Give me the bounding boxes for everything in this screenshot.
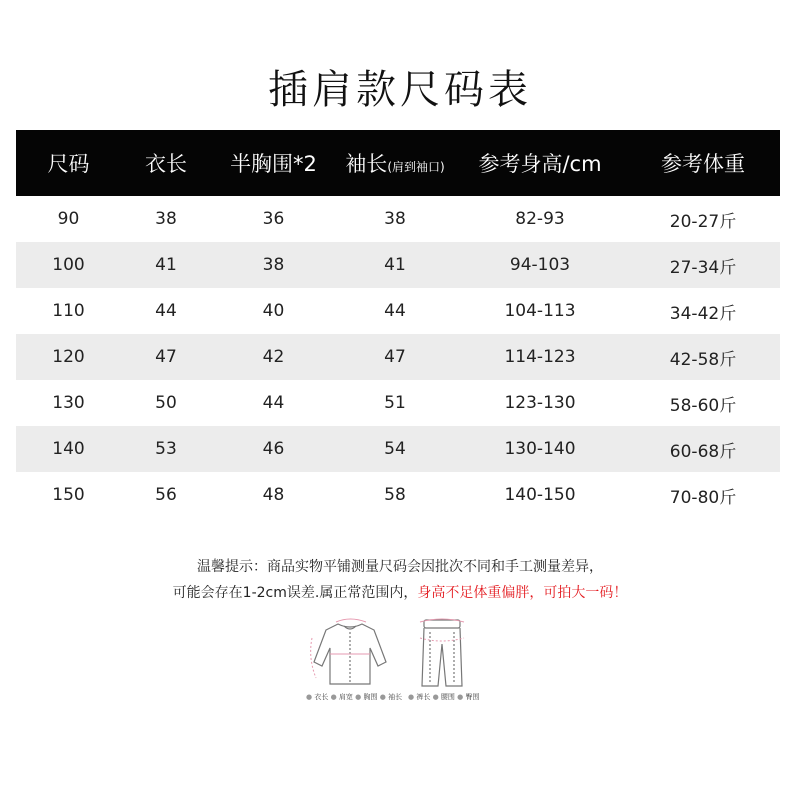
cell-height: 123-130 xyxy=(504,393,576,413)
cell-size: 100 xyxy=(52,255,85,275)
tip-line-1: 温馨提示：商品实物平铺测量尺码会因批次不同和手工测量差异， xyxy=(197,559,603,575)
page-title: 插肩款尺码表 xyxy=(268,67,532,113)
cell-weight: 58-60斤 xyxy=(669,395,737,416)
cell-chest: 42 xyxy=(262,347,285,367)
table-row xyxy=(16,472,780,518)
cell-size: 110 xyxy=(52,301,85,321)
cell-size: 130 xyxy=(52,393,85,413)
cell-length: 44 xyxy=(155,301,177,321)
header-sleeve-note: (肩到袖口) xyxy=(387,160,445,174)
tip-line-2-text: 可能会存在1-2cm误差.属正常范围内， xyxy=(172,585,418,601)
cell-sleeve: 51 xyxy=(384,393,406,413)
legend-shirt-length: 衣长 xyxy=(314,693,329,701)
table-row xyxy=(16,242,780,288)
table-row xyxy=(16,426,780,472)
cell-sleeve: 47 xyxy=(384,347,406,367)
cell-length: 38 xyxy=(155,209,177,229)
legend-pants-length: 裤长 xyxy=(416,693,431,701)
header-length: 衣长 xyxy=(145,152,187,176)
legend-shirt-shoulder: 肩宽 xyxy=(338,693,353,701)
cell-size: 90 xyxy=(57,209,80,229)
cell-length: 50 xyxy=(155,393,177,413)
cell-sleeve: 54 xyxy=(384,439,406,459)
table-header xyxy=(16,130,780,196)
legend-shirt-sleeve: 袖长 xyxy=(388,693,403,701)
cell-sleeve: 44 xyxy=(384,301,406,321)
tip-line-2 xyxy=(0,582,800,602)
cell-chest: 44 xyxy=(262,393,285,413)
cell-height: 114-123 xyxy=(504,347,576,367)
legend-pants-waist: 腰围 xyxy=(440,693,455,701)
header-weight: 参考体重 xyxy=(661,152,745,176)
cell-size: 140 xyxy=(52,439,85,459)
cell-chest: 48 xyxy=(262,485,285,505)
cell-size: 150 xyxy=(52,485,85,505)
table-row xyxy=(16,334,780,380)
header-size: 尺码 xyxy=(47,152,90,176)
pants-diagram-icon xyxy=(416,616,468,690)
shirt-legend: ● 衣长 ● 肩宽 ● 胸围 ● 袖长 xyxy=(306,693,403,701)
cell-height: 82-93 xyxy=(515,209,565,229)
header-height: 参考身高/cm xyxy=(478,152,602,176)
cell-sleeve: 58 xyxy=(384,485,406,505)
table-row xyxy=(16,380,780,426)
cell-length: 41 xyxy=(155,255,177,275)
header-sleeve-label: 袖长 xyxy=(345,152,388,176)
cell-height: 94-103 xyxy=(509,255,571,275)
cell-chest: 46 xyxy=(262,439,285,459)
cell-chest: 36 xyxy=(262,209,285,229)
header-chest: 半胸围*2 xyxy=(230,152,317,176)
cell-chest: 38 xyxy=(262,255,285,275)
cell-weight: 70-80斤 xyxy=(669,487,737,508)
cell-chest: 40 xyxy=(262,301,285,321)
cell-height: 104-113 xyxy=(504,301,576,321)
cell-length: 53 xyxy=(155,439,177,459)
cell-weight: 27-34斤 xyxy=(669,257,737,278)
table-body xyxy=(16,196,780,518)
shirt-diagram-icon xyxy=(308,618,392,690)
size-table xyxy=(16,130,780,518)
table-row xyxy=(16,288,780,334)
cell-length: 47 xyxy=(155,347,177,367)
cell-sleeve: 41 xyxy=(384,255,406,275)
cell-length: 56 xyxy=(155,485,177,505)
cell-height: 140-150 xyxy=(504,485,576,505)
cell-weight: 34-42斤 xyxy=(669,303,737,324)
tip-highlight: 身高不足体重偏胖，可拍大一码！ xyxy=(417,585,628,601)
cell-size: 120 xyxy=(52,347,85,367)
header-sleeve xyxy=(336,148,454,178)
legend-shirt-chest: 胸围 xyxy=(363,693,378,701)
cell-sleeve: 38 xyxy=(384,209,406,229)
cell-height: 130-140 xyxy=(504,439,576,459)
pants-legend: ● 裤长 ● 腰围 ● 臀围 xyxy=(408,693,480,701)
legend-pants-hip: 臀围 xyxy=(465,693,480,701)
table-row xyxy=(16,196,780,242)
cell-weight: 42-58斤 xyxy=(669,349,737,370)
cell-weight: 20-27斤 xyxy=(669,211,737,232)
cell-weight: 60-68斤 xyxy=(669,441,737,462)
